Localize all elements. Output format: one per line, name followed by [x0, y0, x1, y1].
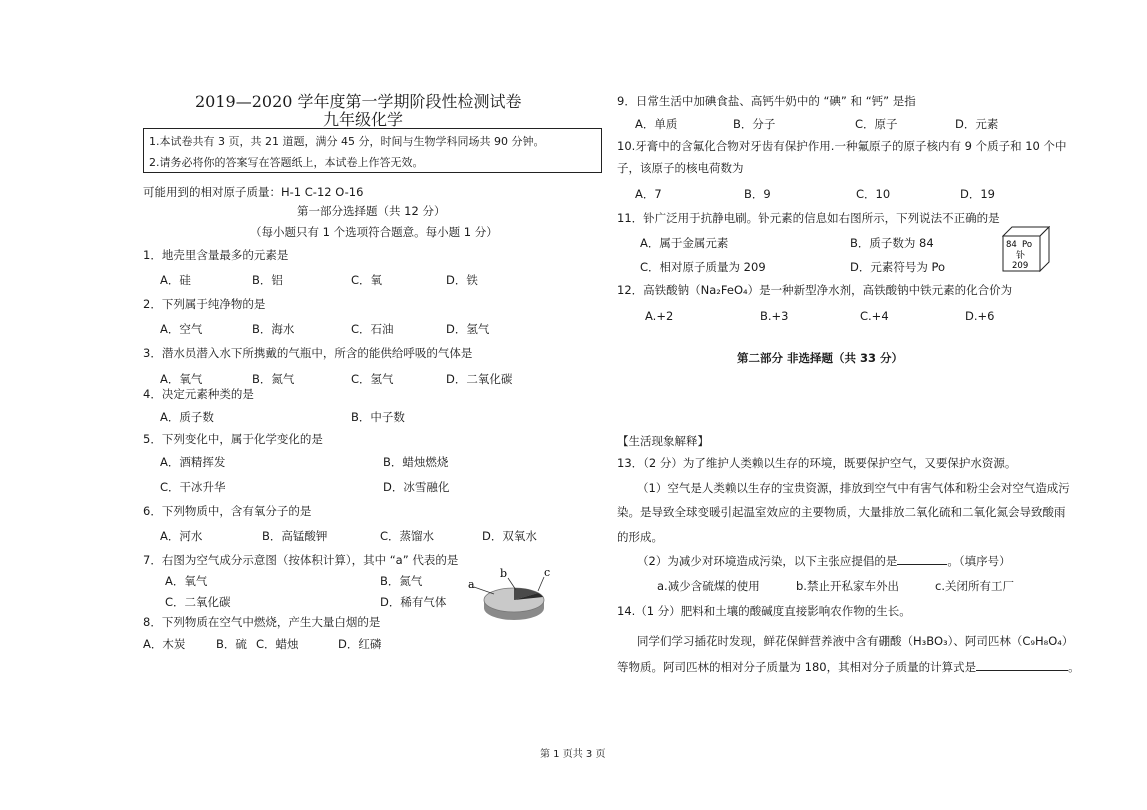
- q4-option-a: A．质子数: [160, 410, 214, 424]
- q6-option-a: A．河水: [160, 529, 203, 543]
- q9-option-c: C．原子: [855, 117, 898, 131]
- q12-option-c: C.+4: [860, 309, 889, 323]
- q12-option-a: A.+2: [645, 309, 674, 323]
- exam-subtitle: 九年级化学: [323, 110, 404, 129]
- q8-option-c: C．蜡烛: [256, 637, 299, 651]
- q4-option-b: B．中子数: [351, 410, 405, 424]
- q14-answer-blank[interactable]: [976, 670, 1068, 671]
- q8-stem: 8．下列物质在空气中燃烧，产生大量白烟的是: [143, 615, 381, 629]
- q14-line2-text: 等物质。阿司匹林的相对分子质量为 180，其相对分子质量的计算式是: [617, 660, 977, 674]
- pie-leader-c: [538, 577, 544, 591]
- q5-option-d: D．冰雪融化: [383, 480, 450, 494]
- air-composition-pie: [464, 564, 564, 626]
- q5-option-a: A．酒精挥发: [160, 455, 226, 469]
- q13-part2: [637, 553, 1011, 569]
- q11-stem: 11．钋广泛用于抗静电刷。钋元素的信息如右图所示，下列说法不正确的是: [617, 211, 1000, 225]
- q5-stem: 5．下列变化中，属于化学变化的是: [143, 432, 323, 446]
- part1-title: 第一部分选择题（共 12 分）: [297, 204, 446, 218]
- q3-stem: 3．潜水员潜入水下所携戴的气瓶中，所含的能供给呼吸的气体是: [143, 346, 473, 360]
- q8-option-d: D．红磷: [338, 637, 382, 651]
- q1-option-a: A．硅: [160, 273, 191, 287]
- q13-part1-line1: （1）空气是人类赖以生存的宝贵资源，排放到空气中有害气体和粉尘会对空气造成污: [637, 481, 1070, 495]
- q10-option-c: C．10: [856, 187, 891, 201]
- q7-option-c: C．二氧化碳: [165, 595, 231, 609]
- element-number: 84: [1006, 240, 1017, 250]
- q3-option-a: A．氧气: [160, 372, 203, 386]
- exam-title: 2019—2020 学年度第一学期阶段性检测试卷: [195, 92, 522, 111]
- q2-option-c: C．石油: [351, 322, 394, 336]
- q7-stem: 7．右图为空气成分示意图（按体积计算），其中 “a” 代表的是: [143, 553, 459, 567]
- q2-option-b: B．海水: [252, 322, 295, 336]
- q10-option-d: D．19: [960, 187, 995, 201]
- element-name: 钋: [1016, 251, 1026, 261]
- q10-stem-line2: 子，该原子的核电荷数为: [617, 161, 744, 175]
- part2-title: 第二部分 非选择题（共 33 分）: [737, 351, 904, 365]
- q13-option-b: b.禁止开私家车外出: [796, 579, 899, 593]
- q9-option-d: D．元素: [955, 117, 999, 131]
- q1-option-d: D．铁: [446, 273, 478, 287]
- note-2: 2.请务必将你的答案写在答题纸上，本试卷上作答无效。: [149, 156, 424, 169]
- q3-option-b: B．氮气: [252, 372, 295, 386]
- q12-stem: 12．高铁酸钠（Na₂FeO₄）是一种新型净水剂，高铁酸钠中铁元素的化合价为: [617, 283, 1013, 297]
- q6-option-c: C．蒸馏水: [380, 529, 435, 543]
- q1-stem: 1．地壳里含量最多的元素是: [143, 248, 289, 262]
- atomic-masses: 可能用到的相对原子质量：H-1 C-12 O-16: [143, 185, 364, 199]
- q2-option-d: D．氢气: [446, 322, 490, 336]
- q1-option-b: B．铝: [252, 273, 283, 287]
- q13-part1-line2: 染。是导致全球变暖引起温室效应的主要物质，大量排放二氧化硫和二氧化氮会导致酸雨: [617, 505, 1066, 519]
- q5-option-b: B．蜡烛燃烧: [383, 455, 449, 469]
- q7-option-d: D．稀有气体: [380, 595, 447, 609]
- q6-option-d: D．双氧水: [482, 529, 537, 543]
- section-life-heading: 【生活现象解释】: [617, 434, 709, 448]
- pie-label-a: a: [468, 578, 475, 591]
- q5-option-c: C．干冰升华: [160, 480, 226, 494]
- q9-stem: 9．日常生活中加碘食盐、高钙牛奶中的 “碘” 和 “钙” 是指: [617, 94, 916, 108]
- q13-option-a: a.减少含硫煤的使用: [657, 579, 760, 593]
- q13-stem: 13．（2 分）为了维护人类赖以生存的环境，既要保护空气，又要保护水资源。: [617, 456, 1017, 470]
- q13-part2-end: 。（填序号）: [947, 554, 1011, 568]
- page-footer: 第 1 页共 3 页: [540, 749, 606, 760]
- q13-answer-blank[interactable]: [897, 564, 947, 565]
- part1-subtitle: （每小题只有 1 个选项符合题意。每小题 1 分）: [250, 225, 498, 239]
- element-symbol: Po: [1022, 240, 1033, 250]
- q3-option-c: C．氢气: [351, 372, 394, 386]
- q9-option-a: A．单质: [635, 117, 678, 131]
- q7-option-b: B．氮气: [380, 574, 423, 588]
- notes-box: [143, 128, 602, 173]
- q11-option-b: B．质子数为 84: [850, 236, 934, 250]
- q11-option-d: D．元素符号为 Po: [850, 260, 946, 274]
- note-1: 1.本试卷共有 3 页，共 21 道题，满分 45 分，时间与生物学科同场共 90 分钟。: [149, 135, 545, 148]
- q13-option-c: c.关闭所有工厂: [935, 579, 1014, 593]
- q13-part1-line3: 的形成。: [617, 530, 663, 544]
- q14-line2-end: 。: [1068, 660, 1080, 674]
- q14-stem: 14.（1 分）肥料和土壤的酸碱度直接影响农作物的生长。: [617, 604, 911, 618]
- q12-option-b: B.+3: [760, 309, 789, 323]
- q14-line1: 同学们学习插花时发现，鲜花保鲜营养液中含有硼酸（H₃BO₃）、阿司匹林（C₉H₈O₄）: [637, 634, 1074, 648]
- pie-leader-a: [474, 587, 494, 594]
- q6-option-b: B．高锰酸钾: [262, 529, 328, 543]
- q9-option-b: B．分子: [733, 117, 776, 131]
- pie-label-c: c: [544, 566, 551, 579]
- polonium-element-box: [1002, 226, 1050, 272]
- q1-option-c: C．氧: [351, 273, 383, 287]
- q11-option-a: A．属于金属元素: [640, 236, 729, 250]
- pie-label-b: b: [500, 567, 508, 580]
- q6-stem: 6．下列物质中，含有氧分子的是: [143, 504, 312, 518]
- q11-option-c: C．相对原子质量为 209: [640, 260, 766, 274]
- q8-option-b: B．硫: [216, 637, 247, 651]
- element-mass: 209: [1012, 261, 1029, 271]
- q2-stem: 2．下列属于纯净物的是: [143, 297, 266, 311]
- q8-option-a: A．木炭: [143, 637, 186, 651]
- q13-part2-text: （2）为减少对环境造成污染，以下主张应提倡的是: [637, 554, 898, 568]
- q12-option-d: D.+6: [965, 309, 995, 323]
- q10-option-b: B．9: [744, 187, 771, 201]
- q10-stem-line1: 10.牙膏中的含氟化合物对牙齿有保护作用.一种氟原子的原子核内有 9 个质子和 10 个中: [617, 139, 1067, 153]
- q14-line2: [617, 659, 1080, 675]
- q2-option-a: A．空气: [160, 322, 203, 336]
- q3-option-d: D．二氧化碳: [446, 372, 513, 386]
- q7-option-a: A．氧气: [165, 574, 208, 588]
- q10-option-a: A．7: [635, 187, 662, 201]
- q4-stem: 4．决定元素种类的是: [143, 387, 254, 401]
